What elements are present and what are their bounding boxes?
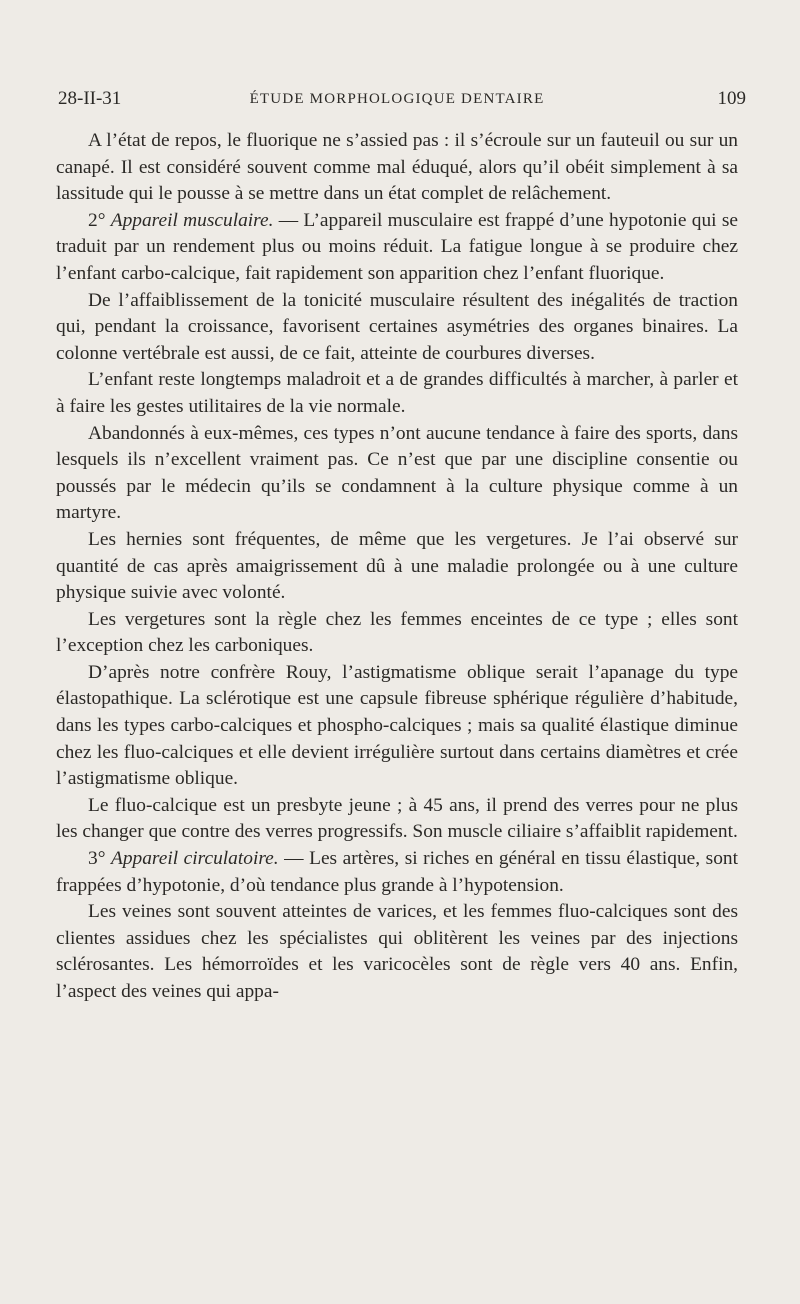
- paragraph: [56, 846, 738, 899]
- paragraph-text: A l’état de repos, le fluorique ne s’assied pas : il s’écroule sur un fauteuil ou sur un canapé. Il est considéré souvent comme mal éduqué, alors qu’il obéit simplement à sa lassitude qui le pousse à se mettre dans un état complet de relâchement.: [56, 130, 738, 205]
- section-heading: Appareil circulatoire.: [111, 848, 279, 870]
- paragraph-text: De l’affaiblissement de la tonicité musculaire résultent des inégalités de traction qui, pendant la croissance, favorisent certaines asymétries des organes binaires. La colonne vertébrale est aussi, de ce fait, atteinte de courbures diverses.: [56, 289, 738, 364]
- section-heading: Appareil musculaire.: [110, 209, 274, 231]
- paragraph: [56, 367, 738, 420]
- paragraph-text: Le fluo-calcique est un presbyte jeune ; à 45 ans, il prend des verres pour ne plus les changer que contre des verres progressifs. Son muscle ciliaire s’affaiblit rapidement.: [56, 794, 738, 843]
- paragraph-text: D’après notre confrère Rouy, l’astigmatisme oblique serait l’apanage du type élastopathique. La sclérotique est une capsule fibreuse sphérique régulière d’habitude, dans les types carbo-calciques et phospho-calciques ; mais sa qualité élastique diminue chez les fluo-calciques et elle devient irrégulière surtout dans certains diamètres et crée l’astigmatisme oblique.: [56, 661, 738, 790]
- paragraph: [56, 288, 738, 368]
- paragraph: [56, 208, 738, 288]
- paragraph-text: — L’appareil musculaire est frappé d’une hypotonie qui se traduit par un rendement plus ou moins réduit. La fatigue longue à se produire chez l’enfant carbo-calcique, fait rapidement son apparition chez l’enfant fluorique.: [56, 209, 738, 284]
- paragraph-text: L’enfant reste longtemps maladroit et a de grandes difficultés à marcher, à parler et à faire les gestes utilitaires de la vie normale.: [56, 369, 738, 417]
- header-title: ÉTUDE MORPHOLOGIQUE DENTAIRE: [249, 91, 545, 107]
- header-date: 28-II-31: [58, 88, 122, 109]
- body-text: [56, 128, 738, 1006]
- paragraph-text: Abandonnés à eux-mêmes, ces types n’ont aucune tendance à faire des sports, dans lesquels ils n’excellent vraiment pas. Ce n’est que par une discipline consentie ou poussés par le médecin qu’ils se condamnent à la culture physique comme à un martyre.: [56, 422, 738, 524]
- page-number: 109: [717, 88, 746, 109]
- paragraph: [56, 899, 738, 1005]
- paragraph-text: Les vergetures sont la règle chez les femmes enceintes de ce type ; elles sont l’exception chez les carboniques.: [56, 608, 738, 657]
- paragraph: [56, 527, 738, 607]
- paragraph: [56, 421, 738, 527]
- paragraph: [56, 128, 738, 208]
- paragraph-text: 3°: [88, 848, 111, 870]
- paragraph-text: Les hernies sont fréquentes, de même que les vergetures. Je l’ai observé sur quantité de cas après amaigrissement dû à une maladie prolongée ou à une culture physique suivie avec volonté.: [56, 528, 738, 604]
- paragraph-text: Les veines sont souvent atteintes de varices, et les femmes fluo-calciques sont des clientes assidues chez les spécialistes qui oblitèrent les veines par des injections sclérosantes. Les hémorroïdes et les varicocèles sont de règle vers 40 ans. Enfin, l’aspect des veines qui appa-: [56, 901, 738, 1002]
- paragraph: [56, 607, 738, 660]
- paragraph: [56, 793, 738, 846]
- paragraph-text: 2°: [88, 209, 111, 231]
- paragraph: [56, 660, 738, 793]
- paragraph-text: — Les artères, si riches en général en tissu élastique, sont frappées d’hypotonie, d’où tendance plus grande à l’hypotension.: [56, 848, 738, 896]
- running-head: [56, 88, 746, 120]
